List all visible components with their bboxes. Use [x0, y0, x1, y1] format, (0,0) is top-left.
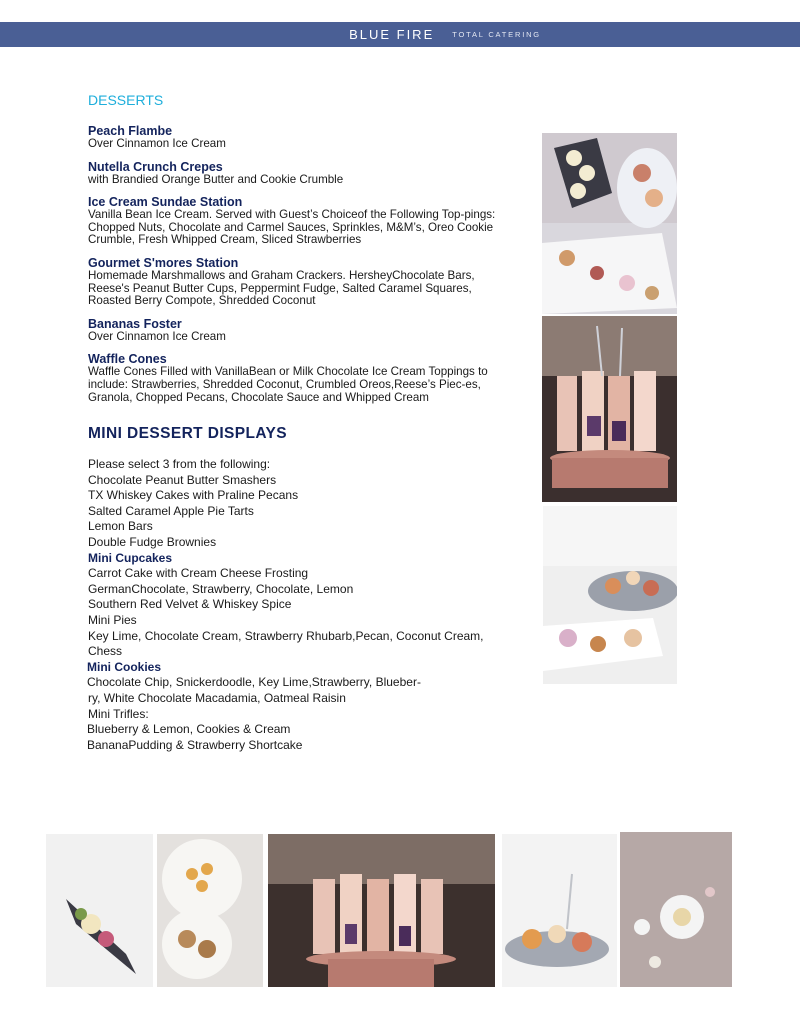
menu-item-sundae-station — [88, 195, 518, 247]
dessert-menu — [88, 124, 518, 413]
menu-item-title: Nutella Crunch Crepes — [88, 159, 223, 174]
list-item: TX Whiskey Cakes with Praline Pecans — [88, 488, 299, 503]
menu-item-bananas-foster — [88, 317, 518, 344]
dessert-photo-parfaits — [542, 316, 677, 502]
list-item: Salted Caramel Apple Pie Tarts — [88, 503, 254, 518]
mini-intro: Please select 3 from the following: — [88, 457, 271, 471]
section-title: DESSERTS — [88, 92, 164, 108]
pies-title: Mini Pies — [88, 612, 137, 627]
menu-item-title: Ice Cream Sundae Station — [88, 195, 243, 210]
cookies-title: Mini Cookies — [87, 659, 162, 674]
menu-item-description: Homemade Marshmallows and Graham Crackers. HersheyChocolate Bars, Reese's Peanut Butter Cups, Peppermint Fudge, Salted Caramel Squares, Roasted Berry Compote, Shredded Coconut — [88, 268, 475, 308]
trifles-line: Blueberry & Lemon, Cookies & Cream — [87, 722, 291, 737]
pies-line: Chess — [88, 644, 123, 659]
menu-item-description: Waffle Cones Filled with VanillaBean or Milk Chocolate Ice Cream Toppings to include: Strawberries, Shredded Coconut, Crumbled Oreos,Reese’s Piec-es, Granola, Chopped Pecans, Chocolate Sauce and Whipped Cream — [88, 365, 488, 404]
list-item: Lemon Bars — [88, 519, 153, 534]
brand-name: BLUE FIRE — [349, 27, 435, 42]
menu-item-waffle-cones — [88, 352, 518, 404]
header-bar — [0, 22, 800, 47]
menu-item-description: Over Cinnamon Ice Cream — [88, 137, 226, 150]
cupcakes-line: GermanChocolate, Strawberry, Chocolate, Lemon — [88, 581, 354, 596]
list-item: Double Fudge Brownies — [88, 534, 217, 549]
cupcakes-line: Southern Red Velvet & Whiskey Spice — [88, 597, 292, 612]
cookies-line: ry, White Chocolate Macadamia, Oatmeal Raisin — [88, 690, 346, 705]
pies-line: Key Lime, Chocolate Cream, Strawberry Rhubarb,Pecan, Coconut Cream, — [88, 628, 484, 643]
menu-item-smores-station — [88, 256, 518, 308]
trifles-line: BananaPudding & Strawberry Shortcake — [87, 737, 303, 752]
menu-item-description: with Brandied Orange Butter and Cookie Crumble — [88, 172, 344, 186]
menu-item-title: Peach Flambe — [88, 124, 173, 138]
bottom-photo-4 — [502, 834, 617, 987]
menu-item-nutella-crepes — [88, 160, 518, 187]
dessert-photo-platter — [543, 506, 677, 684]
dessert-photo-plates — [542, 133, 677, 314]
mini-displays-title: MINI DESSERT DISPLAYS — [88, 425, 288, 442]
list-item: Chocolate Peanut Butter Smashers — [88, 472, 277, 487]
bottom-photo-1 — [46, 834, 153, 987]
menu-item-title: Gourmet S'mores Station — [88, 255, 239, 270]
cookies-line: Chocolate Chip, Snickerdoodle, Key Lime,Strawberry, Blueber- — [87, 675, 421, 690]
cupcakes-title: Mini Cupcakes — [88, 550, 173, 565]
bottom-photo-2 — [157, 834, 263, 987]
menu-item-description: Vanilla Bean Ice Cream. Served with Guest’s Choiceof the Following Top-pings: Chopped Nuts, Chocolate and Carmel Sauces, Sprinkles, M&M’s, Oreo Cookie Crumble, Fresh Whipped Cream, Sliced Strawberries — [88, 208, 496, 247]
mini-displays-list — [88, 457, 508, 753]
bottom-photo-5 — [620, 832, 732, 987]
bottom-photo-3 — [268, 834, 495, 987]
menu-item-title: Bananas Foster — [88, 316, 182, 331]
menu-item-title: Waffle Cones — [88, 352, 167, 367]
menu-item-peach-flambe — [88, 124, 518, 151]
menu-item-description: Over Cinnamon Ice Cream — [88, 329, 226, 343]
brand-tagline: TOTAL CATERING — [452, 30, 541, 39]
trifles-title: Mini Trifles: — [88, 706, 149, 721]
cupcakes-line: Carrot Cake with Cream Cheese Frosting — [88, 566, 309, 581]
